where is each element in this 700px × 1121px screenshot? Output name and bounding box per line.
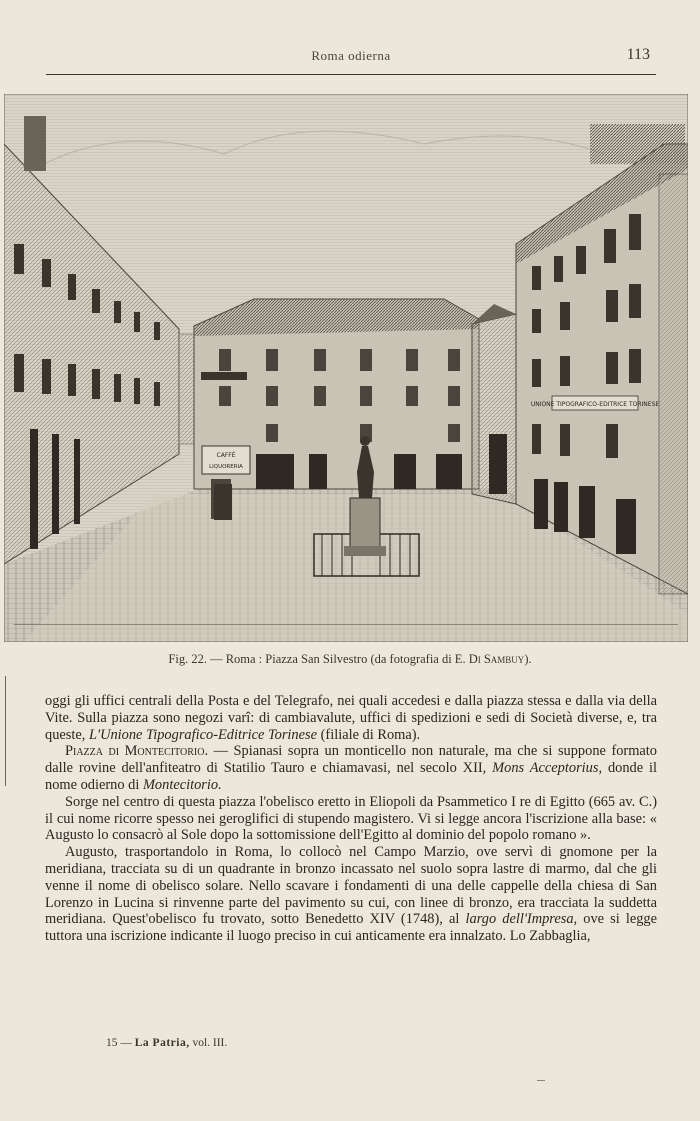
page-header [46,40,656,68]
sign-liquoreria: LIQUORERIA [209,464,243,470]
piazza-engraving [4,94,688,642]
caption-text: Roma : Piazza San Silvestro (da fotografia di E. [225,652,466,666]
caption-close: ). [524,652,532,666]
paragraph-text: oggi gli uffici centrali della Posta e del Telegrafo, nei quali accedesi e dalla piazza stessa e dalla via della Vite. Sulla piazza sono negozi varî: di cambiavalute, uffici di spedizioni e sedi di Società diverse, e, tra queste, [45,693,657,743]
paragraph-text: donde il nome odierno di [45,760,657,793]
page-number: 113 [626,46,650,63]
paragraph-text: Augusto, trasportandolo in Roma, lo collocò nel Campo Marzio, ove servì di gnomone per la meridiana, tracciata su di un quadrante in bronzo incassato nel suolo sopra lastre di marmo, dal che gli venne il nome di obelisco solare. Nello scavare i fondamenti di una delle cappelle della chiesa di San Lorenzo in Lucina si rinvenne parte del pavimento su cui, con linee di bronzo, era tracciata la suddetta meridiana. Quest'obelisco fu trovato, sotto Benedetto XIV (1748), al [45,844,657,928]
engraving-figure [4,94,688,642]
italic-text: Montecitorio. [142,776,222,793]
paragraph [45,844,657,945]
caption-author: Di Sambuy [468,652,525,666]
footer-volume: vol. III. [192,1037,228,1049]
footer-title: La Patria, [134,1037,190,1049]
body-text [45,693,657,945]
italic-text: Mons Acceptorius, [492,760,603,777]
section-heading: Piazza di Montecitorio. [65,743,209,760]
sign-unione: UNIONE TIPOGRAFICO-EDITRICE TORINESE [530,401,660,408]
footer-signature-number: 15 — [106,1037,132,1049]
paragraph [45,693,657,743]
italic-text: L'Unione Tipografico-Editrice Torinese [88,726,317,743]
sign-caffe: CAFFÈ [216,452,236,459]
caption-dash: — [210,652,223,666]
paragraph [45,794,657,844]
page-mark [537,1080,545,1081]
paragraph [45,743,657,793]
margin-rule [5,676,6,786]
paragraph-text: — Spianasi sopra un monticello non naturale, ma che si suppone formato dalle rovine dell'anfiteatro di Statilio Tauro e chiamavasi, nel secolo XII, [45,743,658,777]
caption-label: Fig. 22. [168,652,207,666]
figure-caption [0,652,700,667]
running-title: Roma odierna [311,48,391,63]
footer-signature [106,1037,227,1049]
paragraph-text: Sorge nel centro di questa piazza l'obelisco eretto in Eliopoli da Psammetico I re di Egitto (665 av. C.) il cui nome ricorre spesso nei geroglifici di stupendo magistero. Vi si legge ancora l'iscrizione alla base: « Augusto lo consacrò al Sole dopo la sottomissione dell'Egitto al dominio del popolo romano ». [45,793,657,844]
italic-text: largo dell'Impresa, [465,911,578,928]
header-rule [46,74,656,75]
paragraph-text: ove si legge tuttora una iscrizione indicante il luogo preciso in cui anticamente era innalzato. Lo Zabbaglia, [45,911,657,945]
paragraph-text: (filiale di Roma). [320,726,421,743]
